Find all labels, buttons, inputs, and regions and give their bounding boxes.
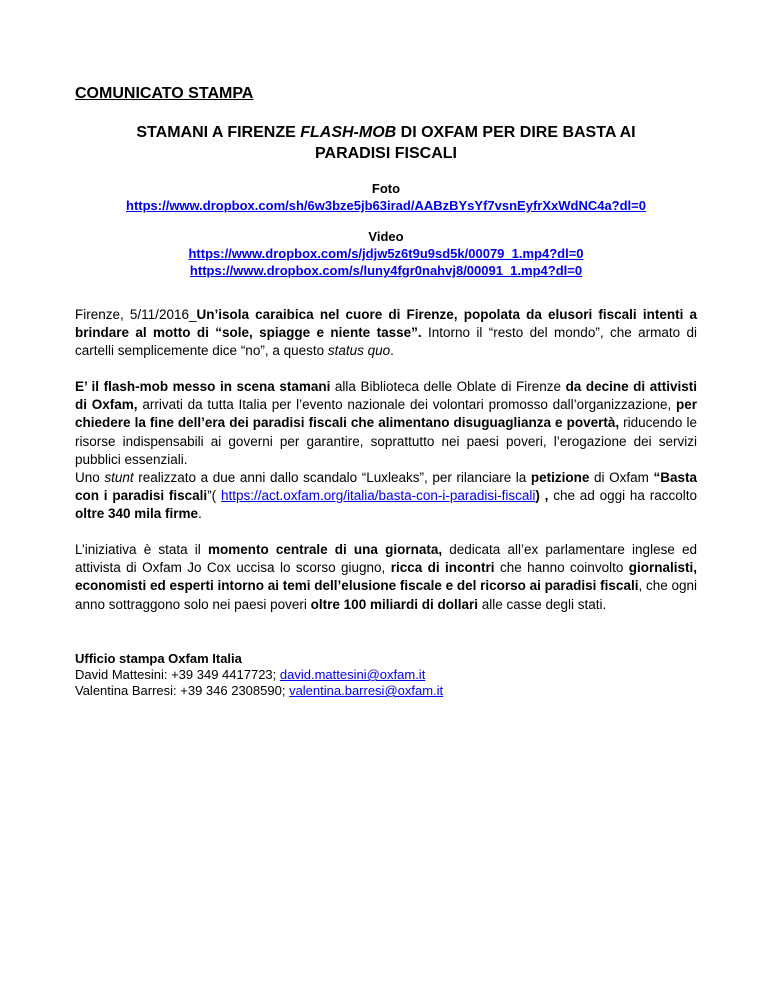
p3-bold-paren: ) ,: [535, 488, 549, 504]
intro-italic: status quo: [327, 343, 391, 359]
p3-text-6: .: [198, 506, 202, 522]
press-contacts: [75, 651, 697, 699]
contact-1-text: David Mattesini: +39 349 4417723;: [75, 667, 280, 682]
p2-text-3: riducendo le risorse indispensabili ai governi per garantire, soprattutto nei paesi poveri, l’erogazione dei servizi pubblici essenziali.: [75, 415, 697, 467]
video-link-1[interactable]: https://www.dropbox.com/s/jdjw5z6t9u9sd5k/00079_1.mp4?dl=0: [188, 246, 584, 261]
p4-bold-1: momento centrale di una giornata,: [207, 542, 443, 557]
intro-end: .: [390, 343, 394, 359]
p3-text-5: che ad oggi ha raccolto: [548, 488, 697, 504]
petition-link[interactable]: https://act.oxfam.org/italia/basta-con-i-paradisi-fiscali: [220, 488, 536, 504]
p2-bold-2: da decine di attivisti di Oxfam,: [75, 379, 697, 413]
p3-text-1: Uno: [75, 470, 105, 485]
paragraph-petition: [75, 469, 697, 524]
p4-text-1: L’iniziativa è stata il: [75, 542, 208, 557]
paragraph-intro: [75, 306, 697, 361]
photo-link[interactable]: https://www.dropbox.com/sh/6w3bze5jb63irad/AABzBYsYf7vsnEyfrXxWdNC4a?dl=0: [126, 198, 646, 213]
dateline: Firenze, 5/11/2016_: [75, 307, 197, 322]
p2-bold-1: E’ il flash-mob messo in scena stamani: [75, 379, 331, 394]
paragraph-flashmob: [75, 378, 697, 469]
contact-1-email-link[interactable]: david.mattesini@oxfam.it: [279, 667, 426, 682]
p3-bold-title: “Basta con i paradisi fiscali: [75, 470, 697, 504]
video-block: [75, 228, 697, 279]
p4-text-5: alle casse degli stati.: [477, 596, 607, 612]
p4-bold-3: giornalisti, economisti ed esperti intorno ai temi dell’elusione fiscale e del ricorso ai paradisi fiscali: [75, 560, 697, 594]
page-title: [75, 122, 697, 164]
p2-text-1: alla Biblioteca delle Oblate di Firenze: [330, 379, 566, 394]
photo-block: [75, 180, 697, 214]
p3-italic: stunt: [104, 470, 134, 485]
contacts-heading: Ufficio stampa Oxfam Italia: [75, 651, 242, 666]
p2-bold-3: per chiedere la fine dell’era dei paradisi fiscali che alimentano disuguaglianza e povertà,: [75, 397, 698, 431]
p3-bold-petition: petizione: [530, 470, 590, 485]
intro-text: Intorno il “resto del mondo”, che armato di cartelli semplicemente dice “no”, a questo: [75, 325, 697, 359]
contact-row-2: [75, 683, 697, 699]
title-line-2: PARADISI FISCALI: [315, 145, 457, 162]
p2-text-2: arrivati da tutta Italia per l’evento nazionale dei volontari promosso dall’organizzazione,: [137, 397, 676, 413]
p4-bold-4: oltre 100 miliardi di dollari: [310, 596, 478, 612]
intro-bold: Un’isola caraibica nel cuore di Firenze, popolata da elusori fiscali intenti a brindare al motto di “sole, spiagge e niente tasse”.: [75, 307, 697, 341]
p4-text-3: che hanno coinvolto: [494, 560, 629, 576]
section-heading: COMUNICATO STAMPA: [75, 85, 254, 102]
video-label: Video: [368, 229, 404, 244]
p4-text-2: dedicata all’ex parlamentare inglese ed attivista di Oxfam Jo Cox uccisa lo scorso giugno,: [75, 542, 698, 576]
contact-2-email-link[interactable]: valentina.barresi@oxfam.it: [289, 683, 444, 698]
contact-row-1: [75, 667, 697, 683]
p4-bold-2: ricca di incontri: [390, 560, 495, 576]
p3-bold-signatures: oltre 340 mila firme: [75, 506, 199, 522]
paragraph-initiative: [75, 541, 697, 614]
title-italic: FLASH-MOB: [300, 124, 397, 141]
title-part-1: STAMANI A FIRENZE: [136, 124, 301, 141]
contact-2-text: Valentina Barresi: +39 346 2308590;: [75, 683, 290, 698]
p4-text-4: , che ogni anno sottraggono solo nei paesi poveri: [75, 578, 697, 612]
video-link-2[interactable]: https://www.dropbox.com/s/luny4fgr0nahvj8/00091_1.mp4?dl=0: [189, 263, 583, 278]
photo-label: Foto: [371, 181, 401, 196]
title-part-2: DI OXFAM PER DIRE BASTA AI: [396, 124, 636, 141]
p3-text-4: ”(: [207, 488, 221, 504]
p3-text-2: realizzato a due anni dallo scandalo “Luxleaks”, per rilanciare la: [133, 470, 531, 485]
p3-text-3: di Oxfam: [589, 470, 654, 485]
